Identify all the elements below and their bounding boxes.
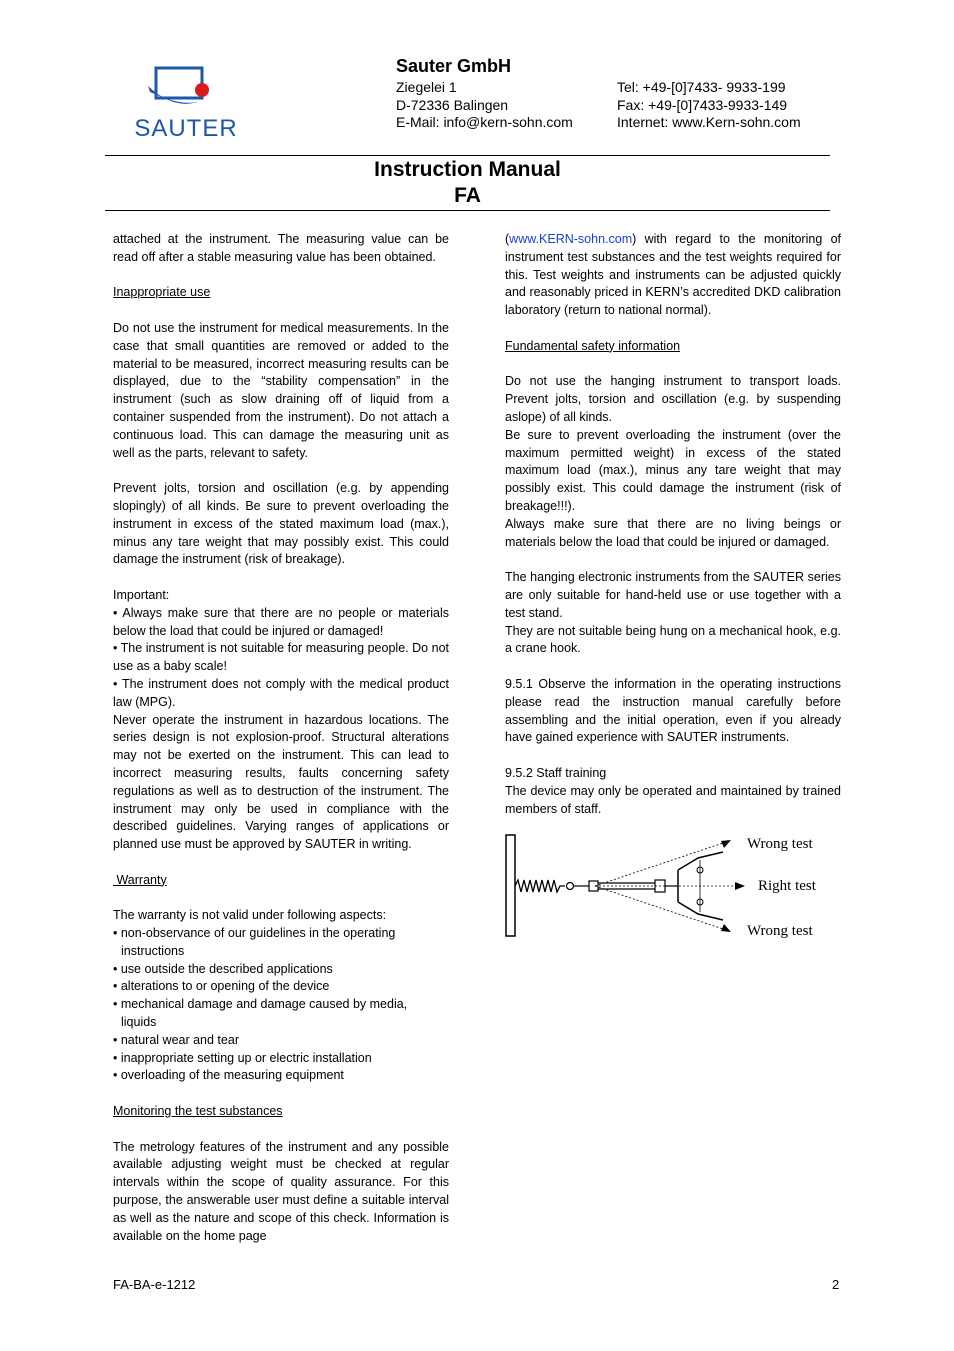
address-street: Ziegelei 1 <box>396 79 457 95</box>
paragraph-952: The device may only be operated and maintained by trained members of staff. <box>505 783 841 816</box>
company-name: Sauter GmbH <box>396 56 512 76</box>
arrow-mid <box>735 882 745 890</box>
right-column <box>505 231 841 818</box>
contact-tel: Tel: +49-[0]7433- 9933-199 <box>617 79 786 95</box>
heading-952: 9.5.2 Staff training <box>505 765 607 780</box>
logo-ball <box>195 83 209 97</box>
warranty-item: • alterations to or opening of the device <box>113 979 330 994</box>
contact-internet: Internet: www.Kern-sohn.com <box>617 114 801 130</box>
warranty-intro: The warranty is not valid under following aspects: <box>113 908 387 923</box>
heading-warranty: Warranty <box>113 872 167 887</box>
important-label: Important: <box>113 587 170 602</box>
paragraph-safety-3: Always make sure that there are no living beings or materials below the load that could be injured or damaged. <box>505 516 841 549</box>
warranty-item: • overloading of the measuring equipment <box>113 1068 344 1083</box>
contact-fax: Fax: +49-[0]7433-9933-149 <box>617 96 788 113</box>
warranty-item: • non-observance of our guidelines in the operating <box>113 926 396 941</box>
important-item: • The instrument does not comply with the medical product law (MPG). <box>113 676 449 709</box>
logo-text: SAUTER <box>134 115 238 142</box>
arrow-top <box>721 840 731 848</box>
paragraph-link-rest: ) with regard to the monitoring of instrument test substances and the test weights required for this. Test weights and instruments can be adjusted quickly and reasonably priced in KERN’s accredited DKD calibration laboratory (return to national normal). <box>505 232 841 318</box>
paragraph-monitoring: The metrology features of the instrument and any possible available adjusting weight must be checked at regular intervals within the scope of quality assurance. For this purpose, the answerable user must define a suitable interval as well as the nature and scope of this check. Information is available on the home page <box>113 1139 449 1243</box>
paragraph-inappropriate-use: Do not use the instrument for medical measurements. In the case that small quantities are removed or added to the material to be measured, incorrect measuring results can be displayed, due to the “stability compensation” in the instrument (such as slow draining off of liquid from a container suspended from the instrument). Do not attach a continuous load. This can damage the measuring unit as well as the parts, relevant to safety. <box>113 320 449 460</box>
warranty-item: • mechanical damage and damage caused by media, <box>113 997 408 1012</box>
spring <box>515 880 565 892</box>
title-line-2: FA <box>454 184 481 207</box>
warranty-item: • natural wear and tear <box>113 1032 239 1047</box>
fixture-plate <box>506 835 515 936</box>
paragraph-jolts: Prevent jolts, torsion and oscillation (e.g. by appending slopingly) of all kinds. Be sure to prevent overloading the instrument in excess of the stated maximum load (max.), minus any tare weight that may possibly exist. This could damage the instrument (risk of breakage). <box>113 481 449 567</box>
label-right-test: Right test <box>758 878 816 894</box>
paragraph-hanging-2: They are not suitable being hung on a mechanical hook, e.g. a crane hook. <box>505 623 841 656</box>
header-rule-top <box>105 155 830 156</box>
link-open-paren: ( <box>505 232 510 246</box>
important-item: • The instrument is not suitable for measuring people. Do not use as a baby scale! <box>113 641 449 674</box>
sauter-logo <box>128 64 244 144</box>
warranty-item-cont: instructions <box>121 943 185 958</box>
hook <box>567 883 574 890</box>
label-wrong-test-top: Wrong test <box>747 836 813 852</box>
test-direction-figure <box>503 830 848 942</box>
page-number: 2 <box>832 1277 840 1292</box>
title-line-1: Instruction Manual <box>374 158 561 181</box>
paragraph-never-operate: Never operate the instrument in hazardous locations. The series design is not explosion-proof. Structural alterations may not be exerted on the instrument. This can lead to incorrect measuring results, faults concerning safety regulations as well as to destruction of the instrument. The instrument may only be used in compliance with the described guidelines. Varying ranges of applications or planned use must be approved by SAUTER in writing. <box>113 712 449 852</box>
paragraph-safety-1: Do not use the hanging instrument to transport loads. Prevent jolts, torsion and oscillation (e.g. by suspending aslope) of all kinds. <box>505 374 841 424</box>
left-column <box>113 231 449 1245</box>
heading-inappropriate-use: Inappropriate use <box>113 285 211 300</box>
label-wrong-test-bottom: Wrong test <box>747 923 813 939</box>
arrow-bottom <box>721 924 731 932</box>
kern-sohn-link[interactable]: www.KERN-sohn.com <box>509 232 633 246</box>
warranty-item-cont: liquids <box>121 1015 157 1030</box>
heading-monitoring: Monitoring the test substances <box>113 1104 283 1119</box>
company-contact <box>617 79 801 132</box>
paragraph-hanging-1: The hanging electronic instruments from the SAUTER series are only suitable for hand-held use or use together with a test stand. <box>505 570 841 620</box>
company-address <box>396 79 573 132</box>
paragraph-safety-2: Be sure to prevent overloading the instrument (over the maximum permitted weight) in excess of the stated maximum load (max.), minus any tare weight that may possibly exist. This could damage the instrument (risk of breakage!!!). <box>505 427 841 513</box>
address-city: D-72336 Balingen <box>396 96 509 113</box>
page-title <box>105 157 830 209</box>
address-email: E-Mail: info@kern-sohn.com <box>396 114 573 130</box>
warranty-item: • use outside the described applications <box>113 961 333 976</box>
footer-doc-code: FA-BA-e-1212 <box>113 1277 196 1292</box>
paragraph-intro: attached at the instrument. The measuring value can be read off after a stable measuring value has been obtained. <box>113 232 449 264</box>
heading-safety: Fundamental safety information <box>505 338 681 353</box>
paragraph-link <box>505 231 841 320</box>
warranty-item: • inappropriate setting up or electric installation <box>113 1050 372 1065</box>
important-item: • Always make sure that there are no people or materials below the load that could be injured or damaged! <box>113 605 449 638</box>
header-rule-bottom <box>105 210 830 211</box>
logo-frame <box>156 68 202 98</box>
paragraph-951: 9.5.1 Observe the information in the operating instructions please read the instruction manual carefully before assembling and the initial operation, even if you already have gained experience with SAUTER instruments. <box>505 676 841 745</box>
